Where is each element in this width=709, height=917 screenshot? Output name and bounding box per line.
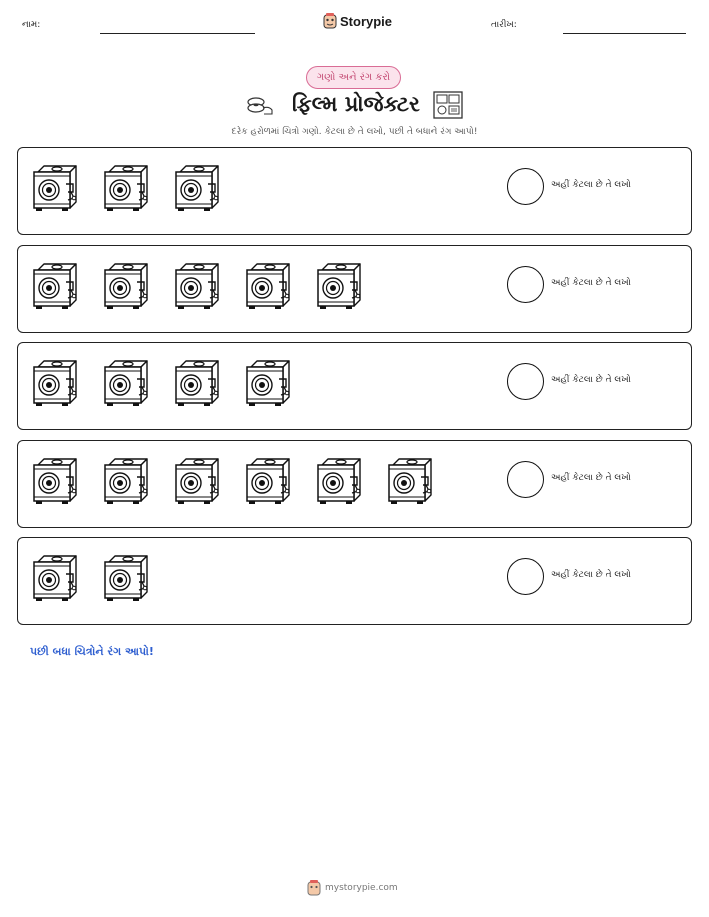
answer-circle[interactable]: [507, 266, 544, 303]
name-line[interactable]: [100, 33, 255, 34]
film-projector-icon: [101, 455, 153, 507]
film-projector-icon: [30, 162, 82, 214]
film-projector-icon: [30, 357, 82, 409]
film-projector-icon: [243, 455, 295, 507]
page-title: ફિલ્મ પ્રોજેક્ટર: [292, 92, 420, 116]
film-projector-icon: [30, 552, 82, 604]
brand: [323, 13, 392, 29]
film-projector-icon: [30, 260, 82, 312]
row-items: [30, 162, 224, 214]
film-projector-icon: [101, 357, 153, 409]
film-projector-icon: [101, 260, 153, 312]
film-projector-icon: [30, 455, 82, 507]
film-projector-icon: [243, 260, 295, 312]
film-projector-icon: [243, 357, 295, 409]
title-row: [0, 90, 709, 122]
answer-label: અહીં કેટલા છે તે લખો: [551, 278, 631, 288]
film-projector-icon: [314, 455, 366, 507]
film-projector-icon: [101, 552, 153, 604]
row-items: [30, 552, 153, 604]
film-projector-icon: [172, 357, 224, 409]
name-label: નામ:: [22, 20, 41, 30]
row-items: [30, 455, 437, 507]
row-items: [30, 260, 366, 312]
count-row-3: [17, 342, 692, 430]
answer-circle[interactable]: [507, 363, 544, 400]
film-projector-icon: [314, 260, 366, 312]
film-reel-icon: [246, 96, 274, 116]
answer-label: અહીં કેટલા છે તે લખો: [551, 570, 631, 580]
storypie-logo-icon: [323, 13, 337, 29]
film-projector-icon: [101, 162, 153, 214]
site-footer: [307, 880, 398, 896]
count-row-1: [17, 147, 692, 235]
footer-note: પછી બધા ચિત્રોને રંગ આપો!: [30, 645, 154, 658]
date-line[interactable]: [563, 33, 686, 34]
answer-label: અહીં કેટલા છે તે લખો: [551, 375, 631, 385]
date-label: તારીખ:: [491, 20, 517, 30]
count-row-4: [17, 440, 692, 528]
site-url[interactable]: mystorypie.com: [325, 883, 398, 893]
projector-screen-icon: [432, 90, 464, 120]
activity-badge: ગણો અને રંગ કરો: [306, 66, 401, 89]
instructions: દરેક હરોળમાં ચિત્રો ગણો. કેટલા છે તે લખો, પછી તે બધાને રંગ આપો!: [231, 127, 478, 137]
count-row-5: [17, 537, 692, 625]
film-projector-icon: [385, 455, 437, 507]
brand-name: Storypie: [340, 13, 393, 29]
row-items: [30, 357, 295, 409]
answer-label: અહીં કેટલા છે તે લખો: [551, 473, 631, 483]
answer-label: અહીં કેટલા છે તે લખો: [551, 180, 631, 190]
film-projector-icon: [172, 455, 224, 507]
film-projector-icon: [172, 260, 224, 312]
film-projector-icon: [172, 162, 224, 214]
answer-circle[interactable]: [507, 558, 544, 595]
answer-circle[interactable]: [507, 461, 544, 498]
answer-circle[interactable]: [507, 168, 544, 205]
count-row-2: [17, 245, 692, 333]
storypie-logo-icon: [307, 880, 321, 896]
